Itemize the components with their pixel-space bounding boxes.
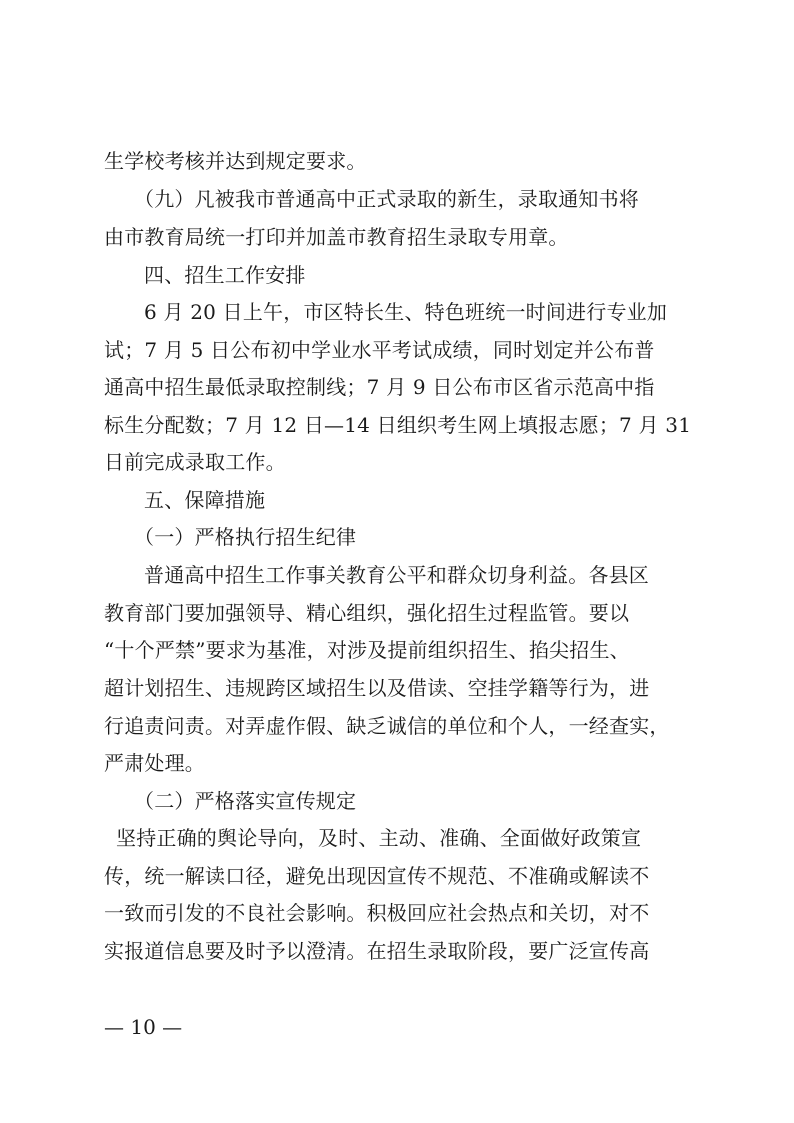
body-text-line: 行追责问责。对弄虚作假、缺乏诚信的单位和个人，一经查实， (104, 714, 670, 738)
subsection-heading-2: （二）严格落实宣传规定 (134, 789, 357, 813)
section-heading-4: 四、招生工作安排 (144, 263, 306, 287)
subsection-heading-1: （一）严格执行招生纪律 (134, 525, 357, 549)
body-text-line: 一致而引发的不良社会影响。积极回应社会热点和关切，对不 (104, 901, 650, 925)
body-text-line: 教育部门要加强领导、精心组织，强化招生过程监管。要以 (104, 601, 630, 625)
body-text-line: 传，统一解读口径，避免出现因宣传不规范、不准确或解读不 (104, 864, 650, 888)
body-text-line: 由市教育局统一打印并加盖市教育招生录取专用章。 (104, 225, 569, 249)
section-heading-5: 五、保障措施 (144, 488, 266, 512)
page-number: — 10 — (104, 1015, 183, 1039)
body-text-line: 标生分配数；7 月 12 日—14 日组织考生网上填报志愿；7 月 31 (104, 413, 692, 437)
body-text-line: 普通高中招生工作事关教育公平和群众切身利益。各县区 (144, 563, 649, 587)
body-text-line: 6 月 20 日上午，市区特长生、特色班统一时间进行专业加 (144, 300, 668, 324)
body-text-line: 超计划招生、违规跨区域招生以及借读、空挂学籍等行为，进 (104, 676, 650, 700)
body-text-line: 严肃处理。 (104, 751, 205, 775)
body-text-line: 通高中招生最低录取控制线；7 月 9 日公布市区省示范高中指 (104, 375, 655, 399)
body-text-line: 试；7 月 5 日公布初中学业水平考试成绩，同时划定并公布普 (104, 338, 655, 362)
body-text-line: 生学校考核并达到规定要求。 (104, 149, 367, 173)
body-text-line: 坚持正确的舆论导向，及时、主动、准确、全面做好政策宣 (116, 826, 642, 850)
body-text-line: 日前完成录取工作。 (104, 450, 286, 474)
body-text-line: 实报道信息要及时予以澄清。在招生录取阶段，要广泛宣传高 (104, 939, 650, 963)
clause-item-9: （九）凡被我市普通高中正式录取的新生，录取通知书将 (134, 187, 639, 211)
body-text-line: “十个严禁”要求为基准，对涉及提前组织招生、掐尖招生、 (104, 638, 630, 662)
